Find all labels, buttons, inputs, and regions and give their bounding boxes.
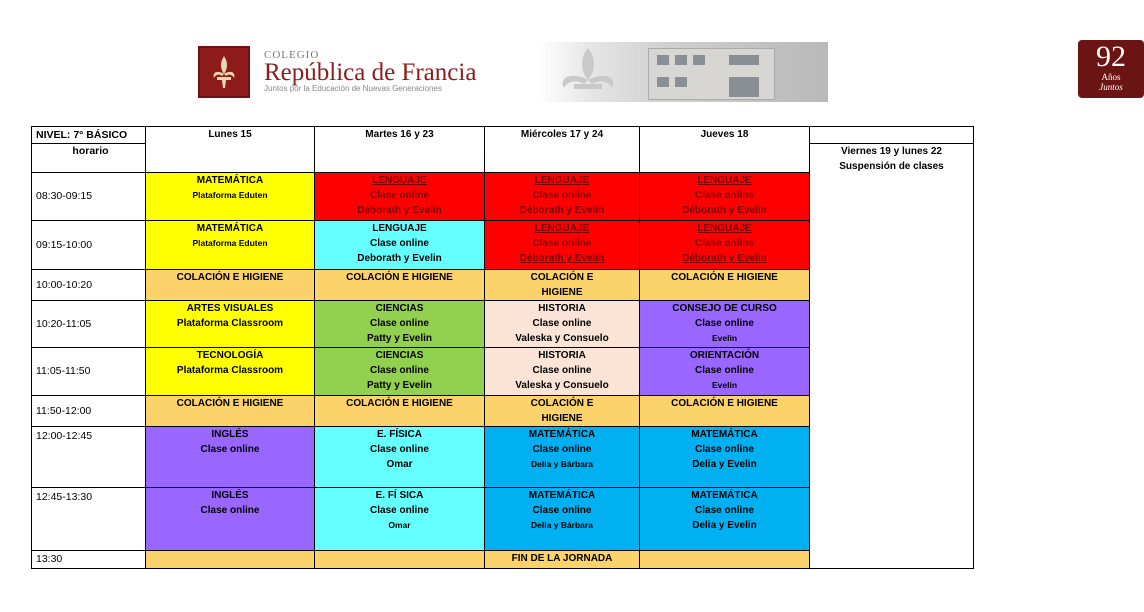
teachers: Déborath y Evelin — [357, 205, 442, 216]
fleur-de-lis-watermark-icon — [538, 44, 638, 100]
day-header: Lunes 15 — [146, 127, 315, 173]
break-cell — [640, 270, 810, 301]
end-of-day-cell — [485, 551, 640, 569]
subject: LENGUAJE — [372, 175, 427, 186]
mode: Clase online — [370, 444, 429, 455]
class-cell — [485, 348, 640, 396]
mode: Clase online — [695, 505, 754, 516]
time-slot: 11:05-11:50 — [32, 348, 146, 396]
mode: Clase online — [370, 190, 429, 201]
time-slot: 13:30 — [32, 551, 146, 569]
subject: CIENCIAS — [375, 350, 424, 361]
platform: Plataforma Classroom — [176, 318, 284, 329]
class-cell — [315, 173, 485, 221]
teachers: Déborath y Evelin — [519, 253, 605, 264]
break-cell — [485, 396, 640, 427]
class-cell — [485, 221, 640, 270]
class-cell — [485, 427, 640, 488]
break-label: COLACIÓN E HIGIENE — [346, 272, 453, 283]
class-cell — [485, 301, 640, 348]
class-cell — [640, 301, 810, 348]
mode: Clase online — [532, 190, 592, 201]
school-name: República de Francia — [264, 59, 477, 86]
break-cell — [315, 270, 485, 301]
teachers: Déborath y Evelin — [682, 205, 767, 216]
teachers: Valeska y Consuelo — [515, 380, 609, 391]
subject: CONSEJO DE CURSO — [672, 303, 777, 314]
break-cell — [146, 396, 315, 427]
teachers: Déborath y Evelin — [682, 253, 767, 264]
time-slot: 10:00-10:20 — [32, 270, 146, 301]
teachers: Patty y Evelin — [366, 333, 433, 344]
end-row-cell — [315, 551, 485, 569]
teachers: Patty y Evelin — [366, 380, 433, 391]
teachers: Omar — [386, 459, 413, 470]
class-cell — [640, 488, 810, 551]
class-cell — [315, 427, 485, 488]
teachers: Delia y Evelin — [692, 459, 757, 470]
subject: LENGUAJE — [697, 223, 752, 234]
class-cell — [146, 173, 315, 221]
mode: Clase online — [532, 365, 592, 376]
friday-subtitle: Suspensión de clases — [839, 161, 944, 172]
class-cell — [315, 301, 485, 348]
subject: TECNOLOGÍA — [196, 350, 264, 361]
mode: Clase online — [695, 238, 754, 249]
day-header: Martes 16 y 23 — [315, 127, 485, 173]
teachers: Omar — [388, 520, 411, 530]
class-cell — [146, 301, 315, 348]
subject: E. FÍSICA — [376, 429, 422, 440]
break-label: HIGIENE — [541, 413, 583, 424]
mode: Clase online — [370, 505, 429, 516]
mode: Clase online — [695, 444, 754, 455]
break-label: HIGIENE — [541, 287, 583, 298]
friday-header-top — [810, 127, 974, 144]
mode: Clase online — [200, 505, 260, 516]
teachers: Delia y Bárbara — [531, 520, 593, 530]
class-cell — [146, 348, 315, 396]
class-cell — [315, 348, 485, 396]
subject: MATEMÁTICA — [528, 490, 596, 501]
anniversary-badge — [1078, 40, 1144, 98]
time-slot: 09:15-10:00 — [32, 221, 146, 270]
teachers: Evelin — [711, 380, 738, 390]
time-slot: 12:45-13:30 — [32, 488, 146, 551]
school-photo — [538, 40, 1126, 102]
day-header: Miércoles 17 y 24 — [485, 127, 640, 173]
mode: Clase online — [200, 444, 260, 455]
break-cell — [640, 396, 810, 427]
schedule-table — [31, 126, 974, 569]
school-motto: Juntos por la Educación de Nuevas Generaciones — [264, 84, 442, 93]
mode: Clase online — [370, 238, 429, 249]
subject: INGLÉS — [211, 429, 249, 440]
end-row-cell — [146, 551, 315, 569]
horario-label: horario — [32, 144, 146, 173]
class-cell — [315, 488, 485, 551]
platform: Plataforma Eduten — [192, 190, 268, 200]
break-label: COLACIÓN E HIGIENE — [671, 398, 778, 409]
subject: MATEMÁTICA — [196, 175, 264, 186]
class-cell — [146, 221, 315, 270]
class-cell — [315, 221, 485, 270]
break-label: COLACIÓN E HIGIENE — [671, 272, 778, 283]
teachers: Deborath y Evelin — [357, 253, 442, 264]
subject: CIENCIAS — [375, 303, 424, 314]
time-slot: 11:50-12:00 — [32, 396, 146, 427]
mode: Clase online — [532, 505, 592, 516]
end-of-day-label: FIN DE LA JORNADA — [511, 553, 613, 564]
mode: Clase online — [695, 190, 754, 201]
subject: INGLÉS — [211, 490, 249, 501]
teachers: Delia y Bárbara — [531, 459, 593, 469]
break-cell — [146, 270, 315, 301]
subject: HISTORIA — [538, 350, 586, 361]
nivel-label: NIVEL: 7° BÁSICO — [32, 127, 146, 144]
subject: HISTORIA — [538, 303, 586, 314]
friday-suspension-cell — [810, 144, 974, 569]
subject: MATEMÁTICA — [528, 429, 596, 440]
teachers: Valeska y Consuelo — [515, 333, 609, 344]
subject: LENGUAJE — [534, 175, 590, 186]
class-cell — [640, 427, 810, 488]
class-cell — [485, 488, 640, 551]
fleur-de-lis-icon — [200, 48, 248, 96]
subject: ARTES VISUALES — [186, 303, 274, 314]
subject: MATEMÁTICA — [691, 429, 758, 440]
class-cell — [640, 173, 810, 221]
colegio-label: COLEGIO — [264, 49, 320, 61]
school-building-image — [648, 48, 775, 100]
teachers: Déborath y Evelin — [519, 205, 605, 216]
mode: Clase online — [532, 318, 592, 329]
break-label: COLACIÓN E — [530, 398, 594, 409]
mode: Clase online — [695, 318, 754, 329]
break-cell — [315, 396, 485, 427]
friday-title: Viernes 19 y lunes 22 — [841, 146, 942, 157]
time-slot: 12:00-12:45 — [32, 427, 146, 488]
mode: Clase online — [532, 238, 592, 249]
mode: Clase online — [370, 318, 429, 329]
teachers: Evelin — [711, 333, 738, 343]
subject: ORIENTACIÓN — [689, 350, 760, 361]
mode: Clase online — [532, 444, 592, 455]
time-slot: 08:30-09:15 — [32, 173, 146, 221]
class-cell — [146, 488, 315, 551]
teachers: Delia y Evelin — [692, 520, 757, 531]
anniversary-text: Años — [1101, 72, 1121, 82]
subject: LENGUAJE — [697, 175, 752, 186]
anniversary-sub: Juntos — [1099, 82, 1123, 92]
mode: Clase online — [695, 365, 754, 376]
class-cell — [146, 427, 315, 488]
class-cell — [640, 348, 810, 396]
subject: E. FÍ SICA — [375, 490, 424, 501]
school-crest-logo — [198, 46, 250, 98]
platform: Plataforma Classroom — [176, 365, 284, 376]
break-label: COLACIÓN E — [530, 272, 594, 283]
break-label: COLACIÓN E HIGIENE — [346, 398, 453, 409]
class-cell — [640, 221, 810, 270]
subject: MATEMÁTICA — [691, 490, 758, 501]
break-label: COLACIÓN E HIGIENE — [176, 272, 284, 283]
class-cell — [485, 173, 640, 221]
subject: MATEMÁTICA — [196, 223, 264, 234]
day-header: Jueves 18 — [640, 127, 810, 173]
end-row-cell — [640, 551, 810, 569]
subject: LENGUAJE — [534, 223, 590, 234]
break-cell — [485, 270, 640, 301]
break-label: COLACIÓN E HIGIENE — [176, 398, 284, 409]
anniversary-number: 92 — [1096, 40, 1126, 73]
mode: Clase online — [370, 365, 429, 376]
platform: Plataforma Eduten — [192, 238, 268, 248]
school-banner — [178, 40, 1126, 102]
subject: LENGUAJE — [372, 223, 427, 234]
time-slot: 10:20-11:05 — [32, 301, 146, 348]
